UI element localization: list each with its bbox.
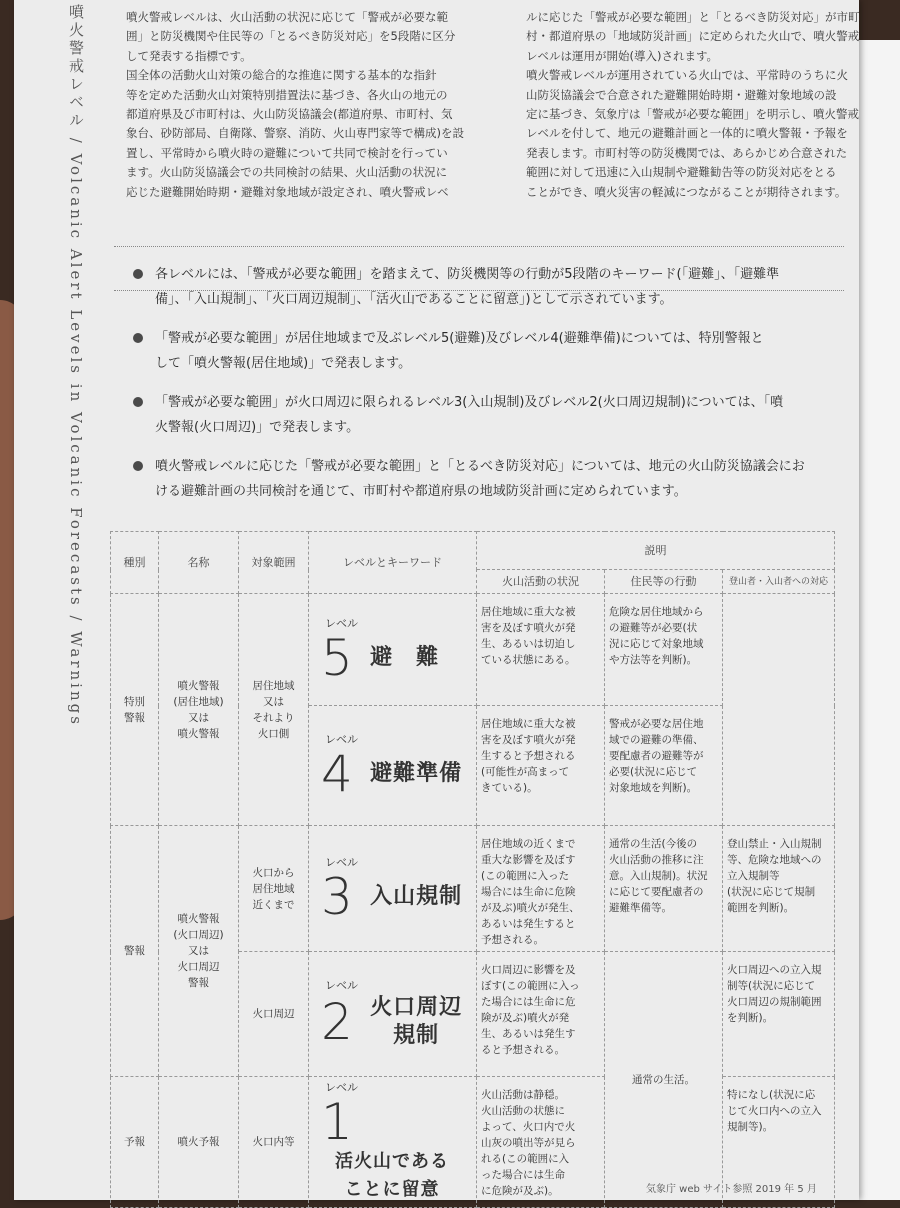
- residents-level-4: 警戒が必要な居住地 域での避難の準備、 要配慮者の避難等が 必要(状況に応じて 対象地域を判断)。: [605, 706, 723, 826]
- kind-special: 特別 警報: [111, 594, 159, 826]
- level-label: レベル: [325, 732, 358, 746]
- bullet-text: 「警戒が必要な範囲」が居住地域まで及ぶレベル5(避難)及びレベル4(避難準備)については、特別警報と して「噴火警報(居住地域)」で発表します。: [155, 331, 764, 371]
- area-crater-inside: 火口内等: [239, 1077, 309, 1208]
- name-warning: 噴火警報 (火口周辺) 又は 火口周辺 警報: [159, 826, 239, 1077]
- level-5-cell: [309, 594, 477, 706]
- level-label: レベル: [325, 1081, 358, 1094]
- header-name: 名称: [159, 532, 239, 594]
- level-label: レベル: [325, 616, 358, 630]
- name-forecast: 噴火予報: [159, 1077, 239, 1208]
- intro-left-column: 噴火警戒レベルは、火山活動の状況に応じて「警戒が必要な範 囲」と防災機関や住民等の「とるべき防災対応」を5段階に区分 して発表する指標です。 国全体の活動火山対策の総合的な推進に関する基本的な指針 等を定めた活動火山対策特別措置法に基づき、各火山の地元の 都道府県及び市町村は、火山防災協議会(都道府県、市町村、気 象台、砂防部局、自衛隊、警察、消防、火山専門家等で構成)を設 置し、平常時から噴火時の避難について共同で検討を行ってい ます。火山防災協議会での共同検討の結果、火山活動の状況に 応じた避難開始時期・避難対象地域が設定され、噴火警戒レベ: [126, 10, 464, 199]
- header-area: 対象範囲: [239, 532, 309, 594]
- residents-level-2-1: 通常の生活。: [605, 952, 723, 1208]
- kind-forecast: 予報: [111, 1077, 159, 1208]
- area-crater: 火口周辺: [239, 952, 309, 1077]
- level-2-cell: [309, 952, 477, 1077]
- level-label: レベル: [325, 855, 358, 869]
- level-1-cell: [309, 1077, 477, 1208]
- residents-level-5: 危険な居住地域から の避難等が必要(状 況に応じて対象地域 や方法等を判断)。: [605, 594, 723, 706]
- intro-right-column: ルに応じた「警戒が必要な範囲」と「とるべき防災対応」が市町 村・都道府県の「地域防災計画」に定められた火山で、噴火警戒 レベルは運用が開始(導入)されます。 噴火警戒レベルが運用されている火山では、平常時のうちに火 山防災協議会で合意された避難開始時期・避難対象地域の設 定に基づき、気象庁は「警戒が必要な範囲」を明示し、噴火警戒 レベルを付して、地元の避難計画と一体的に噴火警報・予報を 発表します。市町村等の防災機関では、あらかじめ合意された 範囲に対して迅速に入山規制や避難勧告等の防災対応をとる ことができ、噴火災害の軽減につながることが期待されます。: [526, 10, 860, 199]
- level-label: レベル: [325, 979, 358, 992]
- bullet-dot-icon: [133, 461, 143, 471]
- bullet-item: [129, 390, 849, 440]
- header-climbers: 登山者・入山者への対応: [723, 570, 835, 594]
- divider-top: [114, 246, 844, 247]
- activity-level-4: 居住地域に重大な被 害を及ぼす噴火が発 生すると予想される (可能性が高まって きている)。: [477, 706, 605, 826]
- vertical-title: 噴火警戒レベル / Volcanic Alert Levels in Volcanic Forecasts / Warnings: [67, 4, 85, 727]
- bullet-dot-icon: [133, 333, 143, 343]
- footer-source: 気象庁 web サイト参照 2019 年 5 月: [646, 1184, 817, 1195]
- level-3-cell: [309, 826, 477, 952]
- level-number: 5: [321, 628, 353, 687]
- climbers-level-1: 特になし(状況に応 じて火口内への立入 規制等)。: [723, 1077, 835, 1208]
- level-number: 3: [321, 867, 353, 926]
- activity-level-5: 居住地域に重大な被 害を及ぼす噴火が発 生、あるいは切迫し ている状態にある。: [477, 594, 605, 706]
- level-keyword: 避 難: [370, 644, 440, 670]
- level-keyword: 入山規制: [370, 883, 463, 909]
- name-special: 噴火警報 (居住地域) 又は 噴火警報: [159, 594, 239, 826]
- level-number: 4: [321, 744, 353, 803]
- document-page: [14, 0, 859, 1200]
- bullet-item: [129, 326, 849, 376]
- activity-level-3: 居住地域の近くまで 重大な影響を及ぼす (この範囲に入った 場合には生命に危険 が及ぶ)噴火が発生、 あるいは発生すると 予想される。: [477, 826, 605, 952]
- header-residents: 住民等の行動: [605, 570, 723, 594]
- level-number: 1: [321, 1093, 353, 1151]
- bullet-item: [129, 454, 849, 504]
- bullet-dot-icon: [133, 269, 143, 279]
- level-keyword: 火口周辺 規制: [370, 995, 463, 1048]
- residents-level-3: 通常の生活(今後の 火山活動の推移に注 意。入山規制)。状況 に応じて要配慮者の 避難準備等。: [605, 826, 723, 952]
- intro-text: [114, 8, 874, 240]
- climbers-level-5-4: [723, 594, 835, 826]
- bullet-text: 「警戒が必要な範囲」が火口周辺に限られるレベル3(入山規制)及びレベル2(火口周辺規制)については、「噴 火警報(火口周辺)」で発表します。: [155, 395, 784, 435]
- bullet-list: [129, 262, 849, 518]
- activity-level-2: 火口周辺に影響を及 ぼす(この範囲に入っ た場合には生命に危 険が及ぶ)噴火が発 生、あるいは発生す ると予想される。: [477, 952, 605, 1077]
- header-kind: 種別: [111, 532, 159, 594]
- bullet-item: [129, 262, 849, 312]
- climbers-level-3: 登山禁止・入山規制 等、危険な地域への 立入規制等 (状況に応じて規制 範囲を判断)。: [723, 826, 835, 952]
- bullet-dot-icon: [133, 397, 143, 407]
- alert-level-table: [110, 531, 835, 1208]
- level-4-cell: [309, 706, 477, 826]
- kind-warning: 警報: [111, 826, 159, 1077]
- area-residential: 居住地域 又は それより 火口側: [239, 594, 309, 826]
- header-activity: 火山活動の状況: [477, 570, 605, 594]
- header-level: レベルとキーワード: [309, 532, 477, 594]
- climbers-level-2: 火口周辺への立入規 制等(状況に応じて 火口周辺の規制範囲 を判断)。: [723, 952, 835, 1077]
- header-explain: 説明: [477, 532, 835, 570]
- level-number: 2: [321, 993, 353, 1051]
- bullet-text: 噴火警戒レベルに応じた「警戒が必要な範囲」と「とるべき防災対応」については、地元の火山防災協議会にお ける避難計画の共同検討を通じて、市町村や都道府県の地域防災計画に定められています。: [155, 459, 805, 499]
- level-keyword: 活火山である ことに留意: [335, 1151, 449, 1200]
- activity-level-1: 火山活動は静穏。 火山活動の状態に よって、火口内で火 山灰の噴出等が見ら れる(この範囲に入 った場合には生命 に危険が及ぶ)。: [477, 1077, 605, 1208]
- level-keyword: 避難準備: [370, 760, 463, 786]
- area-near: 火口から 居住地域 近くまで: [239, 826, 309, 952]
- bullet-text: 各レベルには、「警戒が必要な範囲」を踏まえて、防災機関等の行動が5段階のキーワード(「避難」、「避難準 備」、「入山規制」、「火口周辺規制」、「活火山であることに留意」)として示されています。: [155, 267, 780, 307]
